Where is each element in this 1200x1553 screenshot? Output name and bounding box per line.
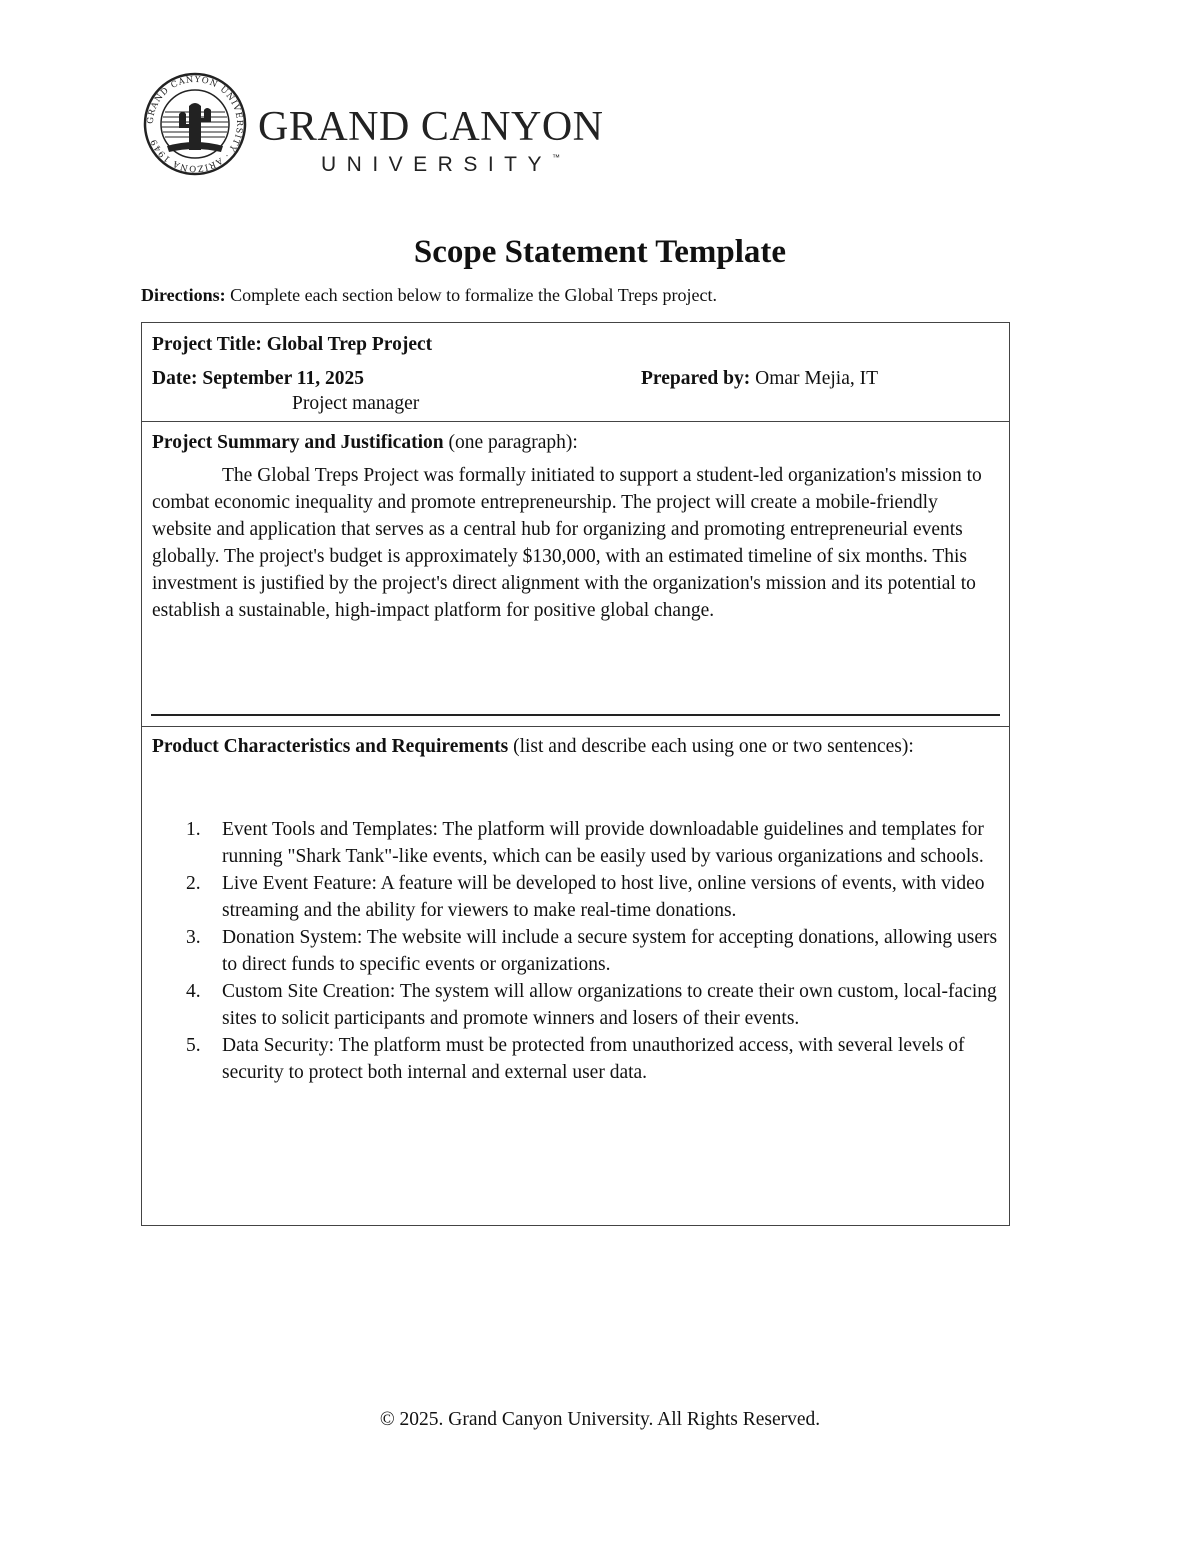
directions-text: Complete each section below to formalize the Global Treps project. xyxy=(225,285,718,305)
directions xyxy=(141,285,717,306)
summary-heading: Project Summary and Justification (one paragraph): xyxy=(152,432,578,453)
date-row xyxy=(152,365,999,392)
list-item: 2. Live Event Feature: A feature will be developed to host live, online versions of events, with video streaming and the ability for viewers to make real-time donations. xyxy=(186,873,985,921)
university-seal-icon xyxy=(141,72,249,176)
list-item: 3. Donation System: The website will include a secure system for accepting donations, allowing users to direct funds to specific events or organizations. xyxy=(186,927,998,975)
prepared-by-role: Project manager xyxy=(292,393,420,414)
requirements-list xyxy=(152,816,999,1086)
list-item: 1. Event Tools and Templates: The platform will provide downloadable guidelines and templates for running "Shark Tank"-like events, which can be easily used by various organizations and schools. xyxy=(186,819,984,867)
summary-paragraph: The Global Treps Project was formally initiated to support a student-led organization's mission to combat economic inequality and promote entrepreneurship. The project will create a mobile-friendly website and application that serves as a central hub for organizing and promoting entrepreneurial events globally. The project's budget is approximately $130,000, with an estimated timeline of six months. This investment is justified by the project's direct alignment with the organization's mission and its potential to establish a sustainable, high-impact platform for positive global change. xyxy=(152,465,982,621)
copyright-footer: © 2025. Grand Canyon University. All Rights Reserved. xyxy=(379,1409,821,1430)
prepared-by: Prepared by: Omar Mejia, IT xyxy=(641,368,879,389)
project-date: Date: September 11, 2025 xyxy=(152,368,364,389)
list-item: 4. Custom Site Creation: The system will allow organizations to create their own custom, local-facing sites to solicit participants and promote winners and losers of their events. xyxy=(186,981,997,1029)
requirements-heading: Product Characteristics and Requirements (list and describe each using one or two sentences): xyxy=(152,736,914,757)
page-title: Scope Statement Template xyxy=(413,234,787,270)
list-item: 5. Data Security: The platform must be protected from unauthorized access, with several levels of security to protect both internal and external user data. xyxy=(186,1035,965,1083)
university-logo xyxy=(141,72,621,177)
wordmark-grand-canyon: GRAND CANYON xyxy=(258,104,604,150)
svg-text:GRAND CANYON UNIVERSITY · ARIZ: GRAND CANYON UNIVERSITY · ARIZONA 1949 xyxy=(145,74,245,174)
wordmark-university: UNIVERSITY™ xyxy=(321,153,561,176)
requirements-box xyxy=(141,726,1010,1226)
project-title: Project Title: Global Trep Project xyxy=(152,334,433,355)
project-summary-box xyxy=(141,421,1010,727)
divider-line xyxy=(151,714,1000,716)
directions-label: Directions: xyxy=(141,285,226,305)
project-info-box xyxy=(141,322,1010,422)
